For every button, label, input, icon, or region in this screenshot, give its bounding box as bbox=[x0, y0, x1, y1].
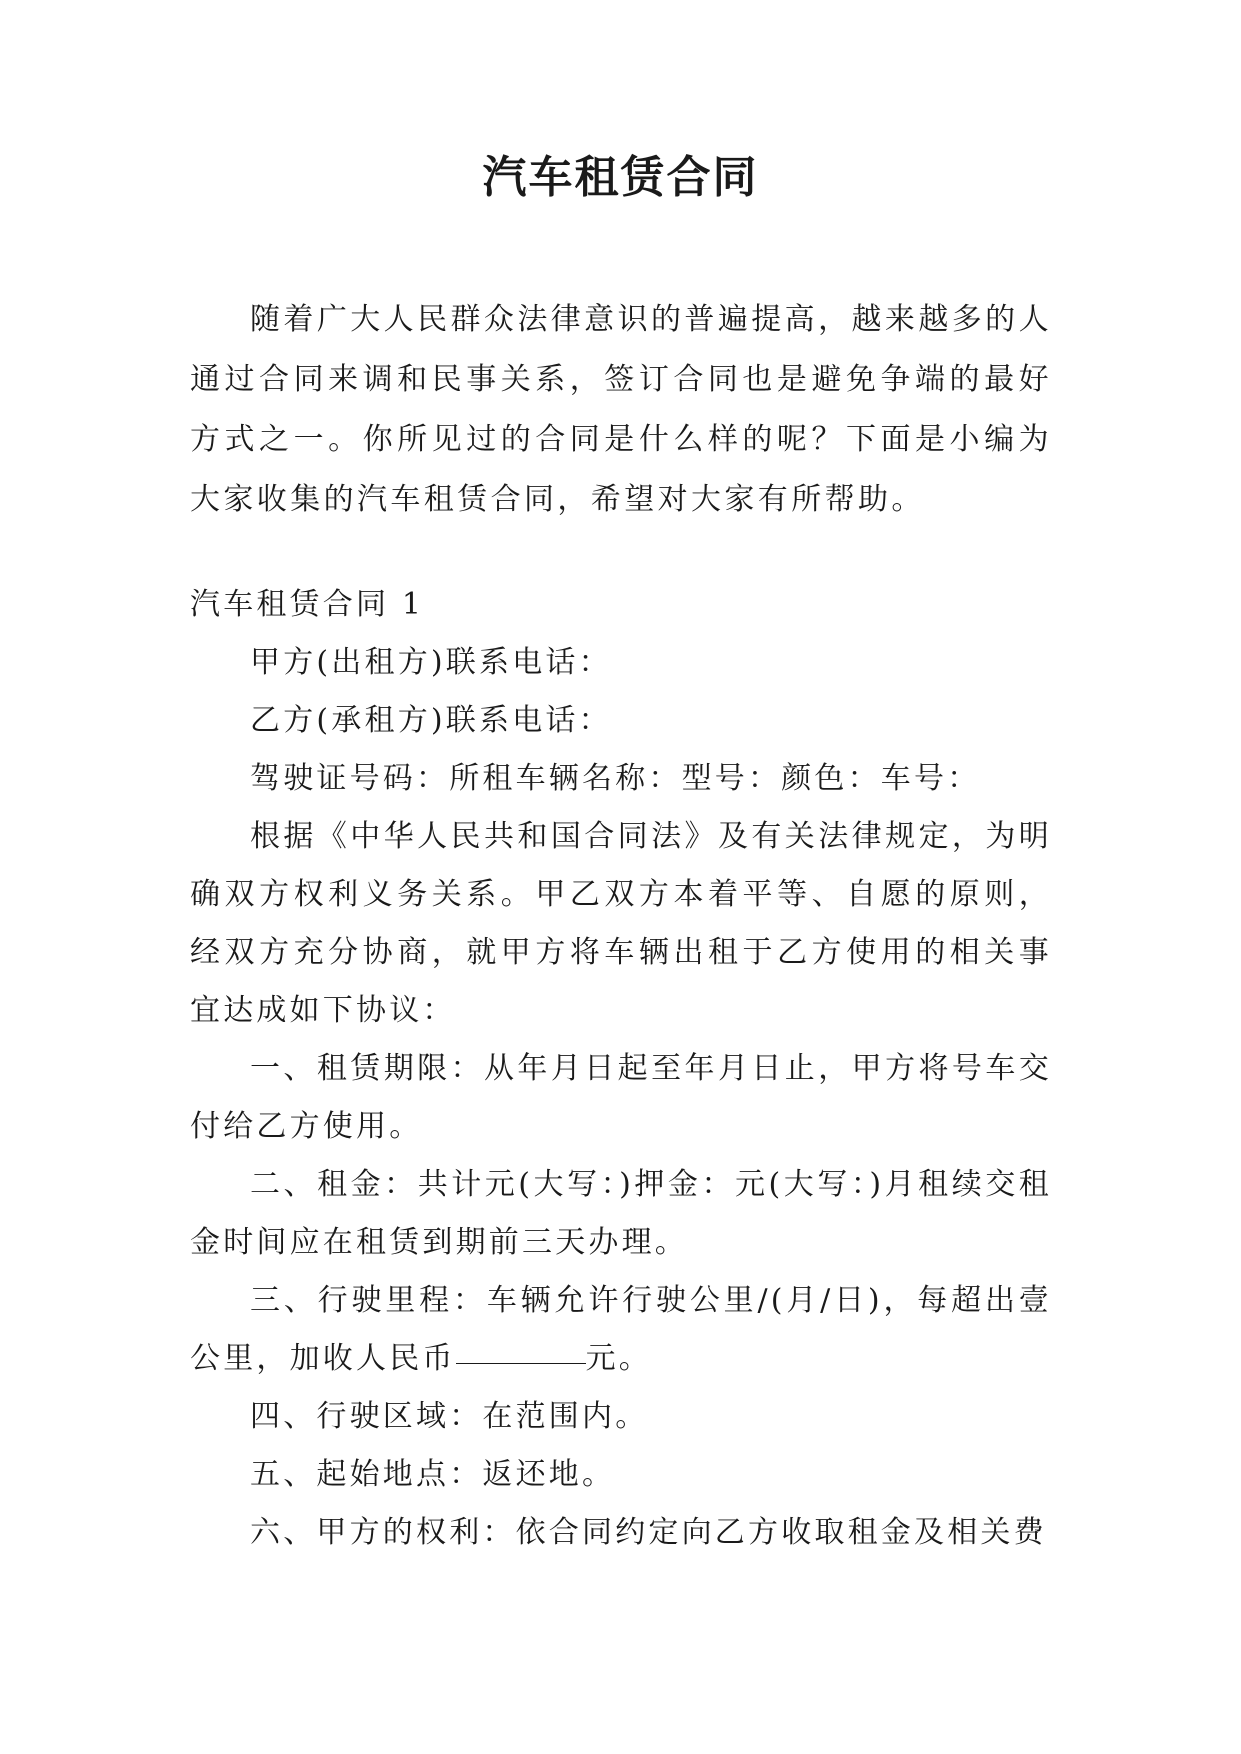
vehicle-info-line: 驾驶证号码：所租车辆名称：型号：颜色：车号： bbox=[250, 761, 981, 796]
clause-6: 六、甲方的权利：依合同约定向乙方收取租金及相关费 bbox=[250, 1515, 1047, 1550]
intro-paragraph: 随着广大人民群众法律意识的普遍提高，越来越多的人通过合同来调和民事关系，签订合同也是避免争端的最好方式之一。你所见过的合同是什么样的呢？下面是小编为大家收集的汽车租赁合同，希望对大家有所帮助。 bbox=[190, 302, 1052, 517]
clause-4: 四、行驶区域：在范围内。 bbox=[250, 1399, 649, 1434]
clause-3-text: 三、行驶里程：车辆允许行驶公里/(月/日)，每超出壹公里，加收人民币 bbox=[190, 1283, 1052, 1376]
intro-section bbox=[190, 290, 1052, 530]
section-heading: 汽车租赁合同 1 bbox=[190, 587, 425, 622]
fill-in-blank bbox=[456, 1333, 586, 1364]
clause-3-suffix: 元。 bbox=[585, 1341, 653, 1376]
contract-body bbox=[190, 576, 1052, 1562]
party-b-line: 乙方(承租方)联系电话： bbox=[250, 703, 612, 738]
clause-3 bbox=[190, 1272, 1052, 1388]
document-title: 汽车租赁合同 bbox=[482, 152, 759, 203]
preamble-paragraph: 根据《中华人民共和国合同法》及有关法律规定，为明确双方权利义务关系。甲乙双方本着平等、自愿的原则，经双方充分协商，就甲方将车辆出租于乙方使用的相关事宜达成如下协议： bbox=[190, 819, 1052, 1028]
clause-2: 二、租金：共计元(大写：)押金：元(大写：)月租续交租金时间应在租赁到期前三天办理。 bbox=[190, 1167, 1052, 1260]
clause-5: 五、起始地点：返还地。 bbox=[250, 1457, 616, 1492]
clause-1: 一、租赁期限：从年月日起至年月日止，甲方将号车交付给乙方使用。 bbox=[190, 1051, 1052, 1144]
party-a-line: 甲方(出租方)联系电话： bbox=[250, 645, 612, 680]
